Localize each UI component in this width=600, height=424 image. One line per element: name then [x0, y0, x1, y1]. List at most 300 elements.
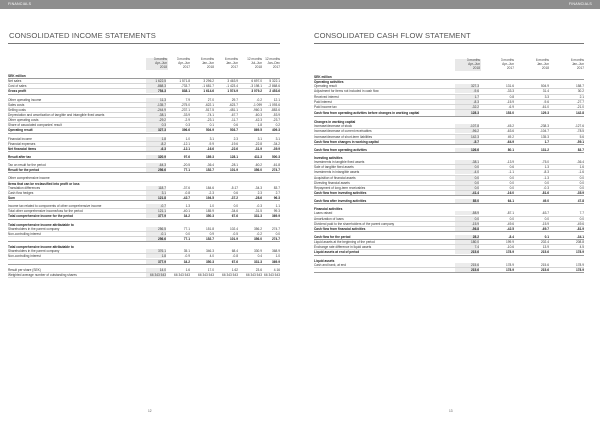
- row-value: -244.9: [146, 108, 166, 112]
- row-label: Share of associated companies’ result: [8, 123, 62, 128]
- row-value: -135.7: [146, 103, 166, 107]
- row-value: 208.8: [576, 240, 584, 245]
- row-label: Financial expenses: [8, 141, 36, 146]
- row-value: 504.9: [541, 84, 549, 89]
- row-value: -35.9: [576, 191, 584, 195]
- row-value: -0.7: [146, 204, 166, 208]
- row-value: 1 571.8: [179, 79, 190, 84]
- row-value: 1 614.6: [203, 89, 214, 94]
- row-label: Adjustment for items not included in cash flow: [314, 89, 379, 94]
- row-value: 121.1: [146, 209, 166, 213]
- row-value: -58.9: [455, 211, 479, 215]
- row-value: -0.8: [232, 254, 238, 259]
- row-value: 142.3: [455, 135, 479, 139]
- row-value: 396.6: [182, 128, 190, 133]
- row-value: -67.7: [230, 112, 238, 117]
- row-value: 0.3: [146, 123, 166, 127]
- row-value: 274.7: [272, 226, 280, 231]
- row-value: 356.0: [254, 168, 262, 173]
- row-value: 377.9: [146, 214, 166, 218]
- row-value: 1 574.9: [227, 89, 238, 94]
- row-value: 1.6: [185, 267, 190, 272]
- row-value: 0.0: [185, 231, 190, 236]
- row-value: -29.2: [146, 118, 166, 122]
- row-value: 66 343 543: [264, 272, 280, 277]
- row-value: 184.6: [206, 185, 214, 190]
- row-value: -960.3: [252, 107, 262, 112]
- row-value: 0.1: [544, 234, 549, 239]
- row-value: 838.1: [182, 89, 190, 94]
- row-value: 3.1: [209, 136, 214, 141]
- row-value: -61.0: [541, 104, 549, 109]
- column-headers: [314, 59, 584, 75]
- row-value: 350.3: [206, 214, 214, 219]
- row-value: 0.3: [185, 123, 190, 128]
- title-rule: [314, 43, 584, 44]
- row-value: -9.6: [455, 89, 479, 93]
- row-value: 0.0: [455, 186, 479, 190]
- column-header-line: 2017: [272, 64, 280, 69]
- row-value: -8.2: [146, 142, 166, 146]
- row-value: 1.7: [455, 95, 479, 99]
- row-value: 202.4: [541, 240, 549, 245]
- row-value: 0.0: [509, 185, 514, 190]
- row-label: Repayment of long-term receivables: [314, 185, 366, 190]
- row-value: -33.3: [506, 89, 514, 94]
- row-label: Cash flow from investing activities: [314, 191, 367, 195]
- row-value: 503.7: [230, 128, 238, 133]
- row-value: 128.1: [230, 154, 238, 159]
- row-value: 0.0: [579, 175, 584, 180]
- row-value: -12.1: [182, 141, 190, 146]
- row-value: 754.3: [146, 89, 166, 93]
- row-value: -22.8: [254, 141, 262, 146]
- row-value: -31.9: [254, 146, 262, 151]
- row-label: Investments in tangible fixed assets: [314, 160, 365, 165]
- row-value: 0.0: [579, 216, 584, 221]
- row-value: -2.3: [208, 190, 214, 195]
- row-value: 215.6: [541, 267, 549, 272]
- column-header-line: 2017: [506, 65, 514, 70]
- row-value: -37.6: [182, 185, 190, 190]
- row-value: 0.0: [455, 217, 479, 221]
- row-value: -883.6: [270, 107, 280, 112]
- row-value: 356.0: [254, 236, 262, 241]
- row-value: 330.9: [254, 249, 262, 254]
- row-label: Tax on result for the period: [8, 163, 46, 168]
- row-value: 135.3: [541, 134, 549, 139]
- cash-flow-page: [300, 0, 600, 424]
- row-value: -40.1: [182, 209, 190, 214]
- row-value: -69.7: [541, 226, 549, 231]
- row-value: 0.9: [209, 231, 214, 236]
- row-value: 99.3: [273, 209, 280, 214]
- row-value: 215.6: [455, 268, 479, 272]
- title-rule: [8, 43, 280, 44]
- row-value: 129.3: [541, 110, 549, 115]
- row-value: 215.6: [455, 250, 479, 254]
- row-value: 68.4: [231, 249, 238, 254]
- row-value: -8.3: [455, 100, 479, 104]
- column-header: [490, 59, 514, 71]
- row-label: Paid income tax: [314, 104, 337, 109]
- row-value: -23.1: [206, 118, 214, 123]
- column-header-line: 12 months: [265, 57, 280, 61]
- row-value: 34.2: [183, 259, 190, 264]
- column-header: [525, 59, 549, 71]
- row-value: -1.1: [508, 170, 514, 175]
- row-value: -41.4: [455, 191, 479, 195]
- row-value: 1 622.5: [146, 79, 166, 83]
- row-value: 85.0: [455, 199, 479, 203]
- row-value: -6.3: [146, 147, 166, 151]
- row-value: 346.3: [206, 249, 214, 254]
- row-value: -42.3: [254, 118, 262, 123]
- column-header: [455, 59, 481, 71]
- row-label: Non-controlling interest: [8, 231, 41, 236]
- column-header-line: 6 months: [535, 58, 549, 62]
- row-value: 7.4: [455, 245, 479, 249]
- row-value: 67.6: [231, 214, 238, 219]
- row-value: -34.1: [576, 234, 584, 239]
- row-value: -238.3: [539, 124, 549, 129]
- row-value: 1.62: [231, 267, 238, 272]
- row-value: 178.9: [576, 267, 584, 272]
- row-value: -0.1: [146, 232, 166, 236]
- column-header-line: 2017: [230, 64, 238, 69]
- column-header: [194, 58, 214, 70]
- row-value: 101.9: [230, 236, 238, 241]
- row-value: 121.8: [146, 196, 166, 200]
- row-value: -8.4: [508, 234, 514, 239]
- row-value: 274.7: [272, 168, 280, 173]
- row-label: Shareholders in the parent company: [8, 249, 60, 254]
- row-value: 215.6: [541, 262, 549, 267]
- row-label: Other operating costs: [8, 118, 39, 123]
- row-label: Cost of sales: [8, 84, 27, 89]
- income-statement-title: CONSOLIDATED INCOME STATEMENTS: [9, 31, 156, 40]
- row-label: Financial income: [8, 136, 32, 141]
- row-value: -16.6: [206, 146, 214, 151]
- row-value: -11.7: [230, 118, 238, 123]
- row-value: 3 079.2: [251, 89, 262, 94]
- row-value: 0.0: [509, 216, 514, 221]
- row-value: -33.9: [182, 112, 190, 117]
- row-label: Liquid assets at end of period: [314, 250, 360, 255]
- row-value: 14.0: [146, 268, 166, 272]
- row-value: 3 296.2: [203, 79, 214, 84]
- column-header: [242, 58, 262, 70]
- row-label: Net financial items: [8, 146, 37, 151]
- row-value: -15.9: [506, 99, 514, 104]
- row-value: -45.2: [506, 124, 514, 129]
- row-value: -32.2: [455, 105, 479, 109]
- row-label: Items that can be reclassified into profit or loss: [8, 181, 80, 186]
- row-value: 0.0: [455, 181, 479, 185]
- row-value: 13.9: [542, 245, 549, 250]
- row-value: 0.0: [544, 180, 549, 185]
- row-value: 0.8: [509, 94, 514, 99]
- row-value: 0.2: [275, 123, 280, 128]
- row-value: 97.6: [183, 154, 190, 159]
- row-label: Selling costs: [8, 107, 26, 112]
- row-value: 0.0: [579, 180, 584, 185]
- row-label: Loans raised: [314, 211, 333, 216]
- row-value: -36.4: [206, 163, 214, 168]
- row-value: -4.0: [455, 170, 479, 174]
- row-value: -74.1: [206, 112, 214, 117]
- row-label: Result per share (SEK): [8, 267, 41, 272]
- row-value: -81.9: [576, 226, 584, 231]
- row-label: Cash flow from changes in working capital: [314, 139, 379, 144]
- row-value: 77.1: [183, 226, 190, 231]
- row-value: 101.9: [230, 168, 238, 173]
- column-header-line: 3 months: [466, 58, 480, 62]
- column-header-line: 2018: [472, 65, 480, 70]
- row-value: 66 343 543: [174, 272, 190, 277]
- row-value: 274.7: [272, 236, 280, 241]
- row-label: Amortization of loans: [314, 216, 344, 221]
- row-value: 3.1: [275, 136, 280, 141]
- row-value: 504.9: [206, 128, 214, 133]
- row-value: 215.6: [455, 263, 479, 267]
- row-value: 0.0: [544, 216, 549, 221]
- row-value: 3 463.9: [227, 79, 238, 84]
- row-value: -49.6: [576, 221, 584, 226]
- row-value: -623.7: [228, 102, 238, 107]
- column-header-line: 6 months: [570, 58, 584, 62]
- row-value: 83.7: [273, 185, 280, 190]
- row-value: 77.1: [183, 236, 190, 241]
- column-header-line: 6 months: [224, 57, 238, 61]
- row-value: -0.2: [256, 97, 262, 102]
- row-value: -733.7: [180, 84, 190, 89]
- column-header-line: Jan–Jun: [536, 61, 549, 66]
- row-value: 118.7: [146, 186, 166, 190]
- row-value: -104.7: [539, 129, 549, 134]
- header-left-label: FINANCIALS: [8, 2, 32, 6]
- row-value: -9.6: [543, 99, 549, 104]
- row-label: Non-controlling interest: [8, 254, 41, 259]
- column-header-line: Jan–Dec: [267, 60, 280, 65]
- row-value: 2.1: [579, 94, 584, 99]
- row-value: 23.6: [255, 267, 262, 272]
- row-value: 256.6: [146, 237, 166, 241]
- row-label: Operating result: [314, 84, 337, 89]
- row-value: 869.5: [254, 128, 262, 133]
- column-header-line: 3 months: [500, 58, 514, 62]
- row-value: -0.5: [232, 231, 238, 236]
- row-label: Acquisition of financial assets: [314, 175, 356, 180]
- row-value: -31.5: [254, 209, 262, 214]
- row-label: Total other comprehensive income/loss for the period: [8, 209, 83, 214]
- row-value: -1.3: [543, 175, 549, 180]
- row-value: -0.3: [256, 204, 262, 209]
- row-value: -12.1: [182, 146, 190, 151]
- row-label: Cash flow for the period: [314, 234, 351, 239]
- row-value: 327.3: [146, 128, 166, 132]
- row-value: -868.3: [146, 84, 166, 88]
- row-label: Other comprehensive income: [8, 176, 50, 181]
- row-value: 66 343 543: [198, 272, 214, 277]
- column-header-line: Jan–Jun: [571, 61, 584, 66]
- row-value: -23.7: [272, 118, 280, 123]
- row-value: 152.7: [206, 236, 214, 241]
- row-label: Investments in intangible assets: [314, 170, 360, 175]
- row-value: -19.6: [230, 141, 238, 146]
- row-value: 0.0: [509, 180, 514, 185]
- row-value: 27.0: [207, 97, 214, 102]
- row-value: -20.5: [182, 163, 190, 168]
- row-value: -0.2: [256, 231, 262, 236]
- row-value: -16.0: [506, 191, 514, 195]
- row-value: 4.0: [209, 254, 214, 259]
- row-value: -9.9: [208, 141, 214, 146]
- row-value: 0.6: [509, 165, 514, 170]
- row-label: Liquid assets at the beginning of the period: [314, 240, 375, 245]
- row-value: -63.6: [506, 129, 514, 134]
- row-value: 66 343 543: [146, 273, 166, 277]
- row-label: Sales costs: [8, 102, 25, 107]
- row-value: -59.1: [576, 139, 584, 144]
- row-value: -275.0: [180, 102, 190, 107]
- row-value: 199.9: [506, 240, 514, 245]
- row-value: 178.9: [506, 267, 514, 272]
- row-value: 80.1: [507, 147, 514, 152]
- row-value: 178.9: [506, 250, 514, 255]
- column-header: [218, 58, 238, 70]
- row-value: 1.3: [185, 204, 190, 209]
- column-header: [170, 58, 190, 70]
- row-value: 1.8: [146, 254, 166, 258]
- row-value: 0.6: [233, 123, 238, 128]
- column-header-line: 2018: [206, 64, 214, 69]
- row-value: 102.4: [230, 226, 238, 231]
- row-value: -0.3: [543, 185, 549, 190]
- row-label: Dividend paid to the shareholders of the parent company: [314, 221, 395, 226]
- row-label: Exchange rate difference in liquid assets: [314, 245, 372, 250]
- row-value: 128.3: [455, 110, 479, 116]
- row-value: -64.9: [506, 139, 514, 144]
- row-value: 185.9: [206, 209, 214, 214]
- row-value: -15.9: [455, 222, 479, 226]
- row-label: Cash flow after investing activities: [314, 199, 367, 204]
- row-value: 7.7: [579, 211, 584, 216]
- row-value: 17.0: [207, 267, 214, 272]
- row-label: SEK million: [314, 75, 332, 79]
- row-value: 0.0: [455, 165, 479, 169]
- column-header-line: 2018: [254, 64, 262, 69]
- row-value: 331.3: [254, 214, 262, 219]
- row-value: -53.9: [272, 112, 280, 117]
- row-label: Result after tax: [8, 154, 32, 159]
- row-label: Cash flow from operating activities before changes in working capital: [314, 110, 420, 115]
- row-value: 49.2: [507, 134, 514, 139]
- row-value: 49.0: [542, 199, 549, 204]
- row-value: -8.3: [543, 170, 549, 175]
- row-value: -5.7: [455, 140, 479, 144]
- cash-flow-table: [314, 59, 584, 273]
- table-row: [8, 273, 280, 278]
- row-value: 256.5: [146, 227, 166, 231]
- page-number: 13: [449, 409, 453, 413]
- row-value: 28.2: [455, 235, 479, 239]
- column-header-line: Apr–Jun: [155, 60, 167, 65]
- row-value: -22.6: [230, 146, 238, 151]
- row-value: 178.9: [576, 250, 584, 255]
- row-value: 1.7: [544, 139, 549, 144]
- row-value: -63.7: [541, 211, 549, 216]
- row-value: 178.9: [576, 262, 584, 267]
- row-value: 320.9: [146, 155, 166, 159]
- row-value: 500.3: [272, 154, 280, 159]
- row-value: 142.8: [576, 110, 584, 115]
- row-value: -10.6: [506, 245, 514, 250]
- row-value: 126.6: [455, 148, 479, 152]
- row-label: Result for the period: [8, 168, 40, 173]
- row-value: 4.16: [273, 267, 280, 272]
- row-value: 64.1: [507, 199, 514, 204]
- row-value: -517.5: [204, 107, 214, 112]
- row-value: 189.3: [206, 154, 214, 159]
- row-value: 0.1: [209, 123, 214, 128]
- row-value: 0.0: [579, 185, 584, 190]
- row-value: -60.2: [254, 163, 262, 168]
- row-label: Shareholders in the parent company: [8, 226, 60, 231]
- row-value: -237.1: [180, 107, 190, 112]
- row-value: 194.5: [206, 195, 214, 200]
- row-value: -1 681.7: [202, 84, 214, 89]
- row-value: 0.0: [233, 204, 238, 209]
- column-header-line: 2017: [182, 64, 190, 69]
- row-value: 369.9: [272, 214, 280, 219]
- row-label: Translation differences: [8, 185, 41, 190]
- row-value: -481.1: [228, 107, 238, 112]
- row-value: -81.6: [541, 191, 549, 195]
- row-value: -36.4: [576, 160, 584, 165]
- row-value: -1.6: [578, 170, 584, 175]
- column-header-line: 2018: [541, 65, 549, 70]
- row-value: 47.8: [577, 199, 584, 204]
- row-value: 131.2: [541, 147, 549, 152]
- row-value: 3.1: [257, 136, 262, 141]
- row-value: 67.6: [231, 259, 238, 264]
- row-value: 2.7: [275, 190, 280, 195]
- row-value: -5.17: [230, 185, 238, 190]
- row-value: 152.7: [206, 168, 214, 173]
- column-header-line: Apr–Jun: [502, 61, 514, 66]
- row-value: 7.9: [185, 97, 190, 102]
- row-label: Operating result: [8, 128, 33, 133]
- row-value: 35.1: [183, 249, 190, 254]
- row-value: -21.0: [576, 104, 584, 109]
- row-value: 1.3: [544, 165, 549, 170]
- row-value: 131.6: [506, 84, 514, 89]
- row-value: 96.3: [273, 195, 280, 200]
- column-header-line: Jan–Jun: [225, 60, 238, 65]
- row-value: 1.1: [275, 204, 280, 209]
- row-label: Increase/decrease of stock: [314, 124, 353, 129]
- column-header-line: 2017: [576, 65, 584, 70]
- row-value: 6 697.0: [251, 79, 262, 84]
- row-value: -75.0: [541, 160, 549, 165]
- row-value: 369.9: [272, 259, 280, 264]
- row-value: -49.6: [506, 221, 514, 226]
- column-header-line: 12 months: [247, 57, 262, 61]
- row-value: -3 198.1: [250, 84, 262, 89]
- row-value: 377.9: [146, 260, 166, 264]
- row-value: -60.3: [254, 112, 262, 117]
